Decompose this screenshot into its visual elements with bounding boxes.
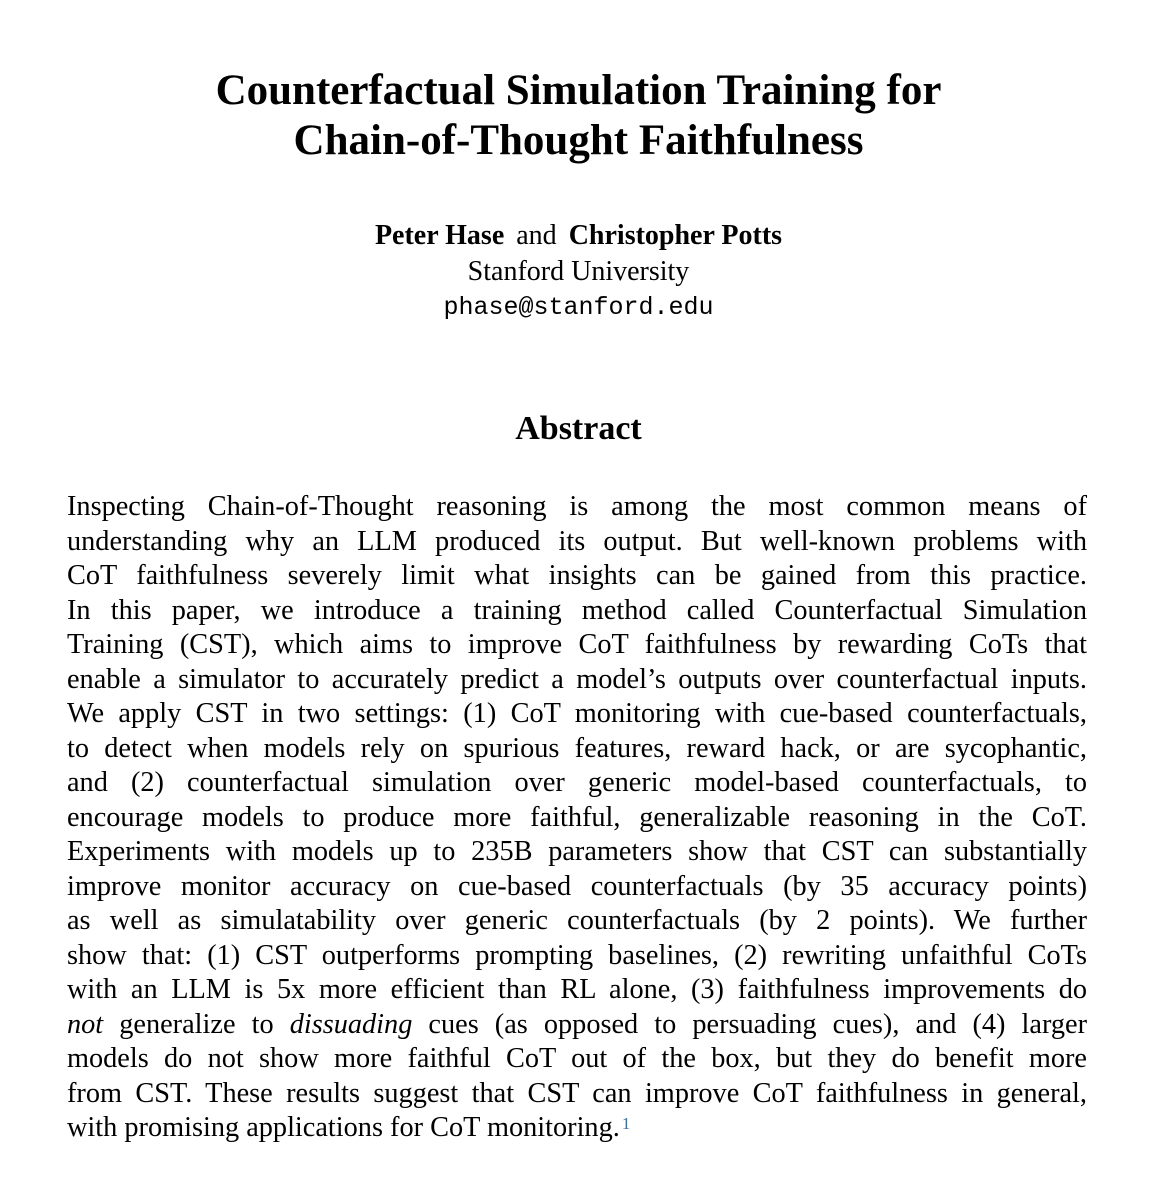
abstract-line-emphasis (67, 1008, 1087, 1043)
abstract-line: enable a simulator to accurately predict a model’s outputs over counterfactual inputs. (67, 663, 1087, 695)
abstract-line: CoT faithfulness severely limit what insights can be gained from this practice. (67, 560, 1087, 591)
abstract-text-fragment: cues (as opposed to persuading cues), and (4) larger (412, 1008, 1087, 1040)
emphasis-dissuading: dissuading (289, 1008, 413, 1040)
abstract-line: from CST. These results suggest that CST can improve CoT faithfulness in general, (67, 1077, 1087, 1109)
abstract-heading: Abstract (515, 410, 642, 447)
author-list (0, 218, 1157, 253)
abstract-line: to detect when models rely on spurious features, reward hack, or are sycophantic, (67, 732, 1087, 764)
abstract-line: as well as simulatability over generic counterfactuals (by 2 points). We further (67, 905, 1087, 936)
abstract-line: show that: (1) CST outperforms prompting baselines, (2) rewriting unfaithful CoTs (67, 939, 1087, 971)
footnote-link-1[interactable]: 1 (621, 1114, 631, 1133)
author-peter-hase: Peter Hase (374, 220, 505, 251)
emphasis-not: not (67, 1008, 104, 1040)
abstract-line: In this paper, we introduce a training method called Counterfactual Simulation (67, 594, 1087, 626)
author-email[interactable]: phase@stanford.edu (443, 293, 714, 322)
abstract-last-line (67, 1111, 1087, 1146)
abstract-line: Experiments with models up to 235B parameters show that CST can substantially (67, 836, 1087, 867)
abstract-line: Inspecting Chain-of-Thought reasoning is among the most common means of (67, 491, 1087, 522)
title-line-1: Counterfactual Simulation Training for (215, 67, 942, 114)
author-christopher-potts: Christopher Potts (568, 220, 783, 251)
abstract-text-fragment: with promising applications for CoT monitoring. (67, 1112, 620, 1143)
title-line-2: Chain-of-Thought Faithfulness (293, 117, 864, 164)
abstract-line: models do not show more faithful CoT out of the box, but they do benefit more (67, 1043, 1087, 1074)
paper-title (0, 66, 1157, 166)
abstract-body (67, 490, 1087, 1146)
abstract-line: Training (CST), which aims to improve CoT faithfulness by rewarding CoTs that (67, 629, 1087, 660)
abstract-line: improve monitor accuracy on cue-based counterfactuals (by 35 accuracy points) (67, 870, 1087, 902)
abstract-line: with an LLM is 5x more efficient than RL alone, (3) faithfulness improvements do (67, 974, 1087, 1005)
abstract-line: We apply CST in two settings: (1) CoT monitoring with cue-based counterfactuals, (67, 698, 1087, 729)
abstract-line: understanding why an LLM produced its output. But well-known problems with (67, 525, 1087, 557)
author-affiliation: Stanford University (467, 256, 690, 287)
abstract-text-fragment: generalize to (103, 1008, 290, 1040)
abstract-line: and (2) counterfactual simulation over generic model-based counterfactuals, to (67, 767, 1087, 798)
abstract-line: encourage models to produce more faithful, generalizable reasoning in the CoT. (67, 801, 1087, 833)
author-conjunction: and (516, 220, 557, 251)
